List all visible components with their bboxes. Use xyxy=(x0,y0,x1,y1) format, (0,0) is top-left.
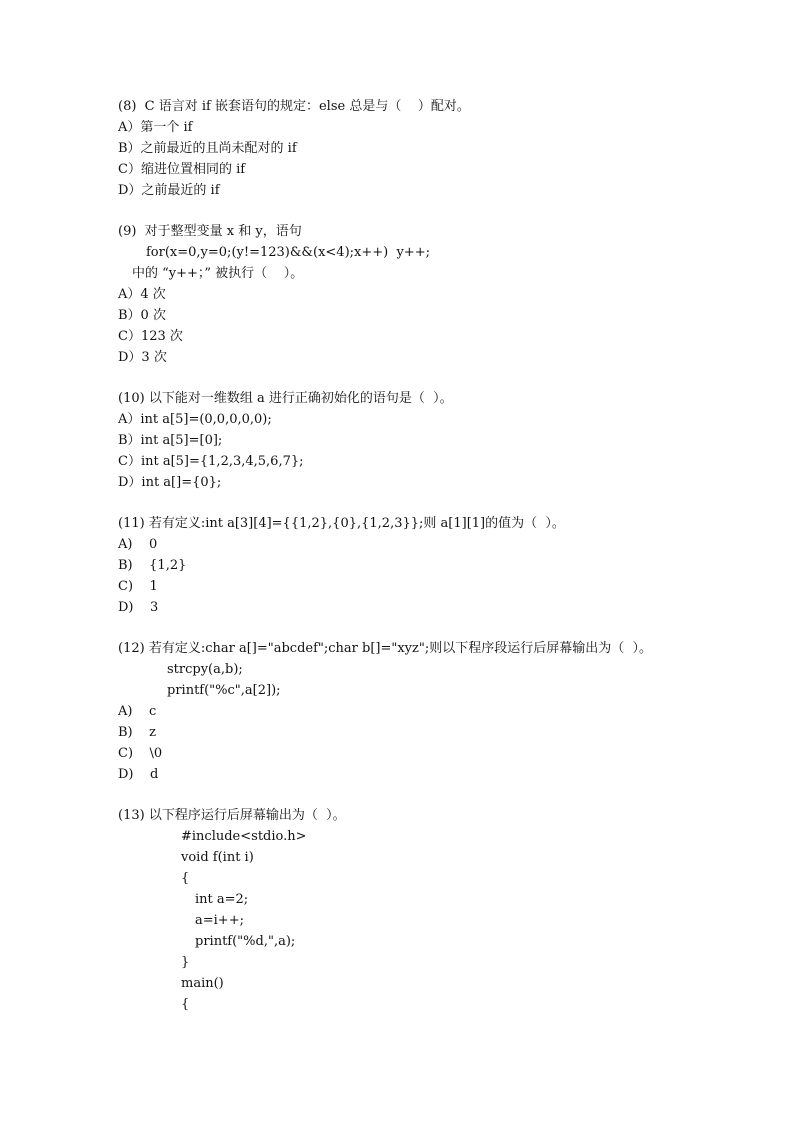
question-13-code-line-1: #include<stdio.h> xyxy=(181,829,307,844)
question-12-option-d: D) d xyxy=(118,767,159,782)
question-13-code-line-4: int a=2; xyxy=(195,892,249,907)
question-13-code-line-7: } xyxy=(181,955,190,970)
question-9-option-a: A）4 次 xyxy=(118,287,166,302)
question-11-option-d: D) 3 xyxy=(118,600,159,615)
question-9-option-c: C）123 次 xyxy=(118,329,183,344)
question-9-stem-continued: 中的 “y++；” 被执行（ ）。 xyxy=(132,266,304,281)
question-11-option-c: C) 1 xyxy=(118,579,158,594)
question-10-option-d: D）int a[]={0}; xyxy=(118,475,222,490)
question-10-option-c: C）int a[5]={1,2,3,4,5,6,7}; xyxy=(118,454,304,469)
question-11-option-b: B) {1,2} xyxy=(118,558,187,573)
question-10-option-a: A）int a[5]=(0,0,0,0,0); xyxy=(118,412,272,427)
question-13-code-line-8: main() xyxy=(181,976,224,991)
question-9-option-b: B）0 次 xyxy=(118,308,166,323)
question-12-code-line-2: printf("%c",a[2]); xyxy=(167,683,281,698)
question-8-option-b: B）之前最近的且尚未配对的 if xyxy=(118,141,297,156)
question-13-code-line-3: { xyxy=(181,871,190,886)
question-9-code: for(x=0,y=0;(y!=123)&&(x<4);x++) y++; xyxy=(146,245,430,260)
question-11-option-a: A) 0 xyxy=(118,537,158,552)
question-8-option-c: C）缩进位置相同的 if xyxy=(118,162,246,177)
question-12-code-line-1: strcpy(a,b); xyxy=(167,662,243,677)
question-10-stem: (10) 以下能对一维数组 a 进行正确初始化的语句是（ ）。 xyxy=(118,391,453,406)
question-12-option-a: A) c xyxy=(118,704,157,719)
question-13-code-line-2: void f(int i) xyxy=(181,850,254,865)
question-12-stem: (12) 若有定义:char a[]="abcdef";char b[]="xyz";则以下程序段运行后屏幕输出为（ ）。 xyxy=(118,641,652,656)
question-8-option-d: D）之前最近的 if xyxy=(118,183,220,198)
question-10-option-b: B）int a[5]=[0]; xyxy=(118,433,223,448)
question-13-code-line-5: a=i++; xyxy=(195,913,244,928)
question-8-stem: (8) C 语言对 if 嵌套语句的规定：else 总是与（ ）配对。 xyxy=(118,99,470,114)
question-13-code-line-9: { xyxy=(181,997,190,1012)
question-8-option-a: A）第一个 if xyxy=(118,120,193,135)
question-12-option-b: B) z xyxy=(118,725,157,740)
question-11-stem: (11) 若有定义:int a[3][4]={{1,2},{0},{1,2,3}};则 a[1][1]的值为（ ）。 xyxy=(118,516,565,531)
question-9-option-d: D）3 次 xyxy=(118,350,167,365)
question-12-option-c: C) \0 xyxy=(118,746,163,761)
question-13-stem: (13) 以下程序运行后屏幕输出为（ ）。 xyxy=(118,808,346,823)
question-13-code-line-6: printf("%d,",a); xyxy=(195,934,296,949)
question-9-stem: (9) 对于整型变量 x 和 y，语句 xyxy=(118,224,302,239)
